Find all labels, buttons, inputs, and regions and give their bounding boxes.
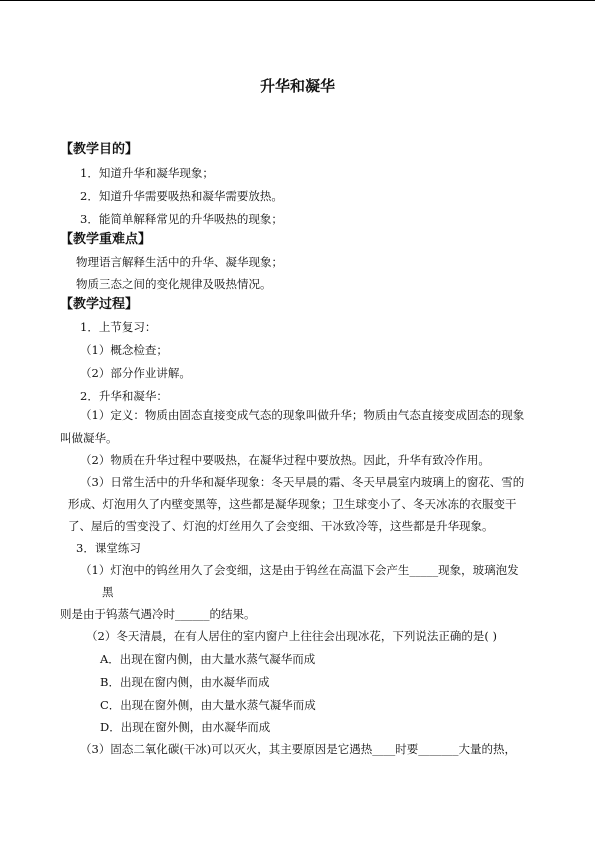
process-line: 1．上节复习： — [80, 320, 157, 334]
process-line: 3．课堂练习 — [76, 541, 141, 555]
section-heading-key-points: 【教学重难点】 — [60, 232, 152, 247]
choice-a: A．出现在窗内侧，由大量水蒸气凝华而成 — [100, 652, 316, 666]
exercise-line: （1）灯泡中的钨丝用久了会变细，这是由于钨丝在高温下会产生_____现象，玻璃泡发 — [80, 563, 519, 577]
section-heading-process: 【教学过程】 — [60, 297, 139, 312]
choice-d: D．出现在窗外侧，由水凝华而成 — [100, 720, 271, 734]
process-line: （2）物质在升华过程中要吸热，在凝华过程中要放热。因此，升华有致冷作用。 — [80, 453, 490, 467]
key-point-item: 物质三态之间的变化规律及吸热情况。 — [76, 277, 272, 291]
exercise-line: 则是由于钨蒸气遇冷时______的结果。 — [60, 607, 256, 621]
exercise-line: （3）固态二氧化碳(干冰)可以灭火，其主要原因是它遇热____时要_______大量的热， — [80, 742, 517, 756]
choice-b: B．出现在窗内侧，由水凝华而成 — [100, 675, 270, 689]
process-line: 了、屋后的雪变没了、灯泡的灯丝用久了会变细、干冰致冷等，这些都是升华现象。 — [68, 519, 494, 533]
objective-item: 2．知道升华需要吸热和凝华需要放热。 — [80, 189, 283, 203]
process-line: （1）定义：物质由固态直接变成气态的现象叫做升华；物质由气态直接变成固态的现象 — [80, 408, 525, 422]
objective-item: 3．能简单解释常见的升华吸热的现象； — [80, 212, 283, 226]
process-line: （2）部分作业讲解。 — [80, 366, 191, 380]
process-line: 2．升华和凝华： — [80, 389, 168, 403]
exercise-line: 黑 — [102, 585, 114, 599]
page-title: 升华和凝华 — [259, 77, 335, 95]
page-top-rule — [0, 0, 595, 1]
process-line: 叫做凝华。 — [60, 431, 118, 445]
process-line: 形成、灯泡用久了内壁变黑等，这些都是凝华现象；卫生球变小了、冬天冰冻的衣服变干 — [68, 497, 517, 511]
exercise-line: （2）冬天清晨，在有人居住的室内窗户上往往会出现冰花，下列说法正确的是( ) — [86, 629, 497, 643]
choice-c: C．出现在窗外侧，由大量水蒸气凝华而成 — [100, 698, 316, 712]
objective-item: 1．知道升华和凝华现象； — [80, 166, 214, 180]
key-point-item: 物理语言解释生活中的升华、凝华现象； — [76, 255, 283, 269]
process-line: （1）概念检查； — [80, 343, 168, 357]
process-line: （3）日常生活中的升华和凝华现象：冬天早晨的霜、冬天早晨室内玻璃上的窗花、雪的 — [80, 475, 525, 489]
section-heading-objectives: 【教学目的】 — [60, 142, 139, 157]
